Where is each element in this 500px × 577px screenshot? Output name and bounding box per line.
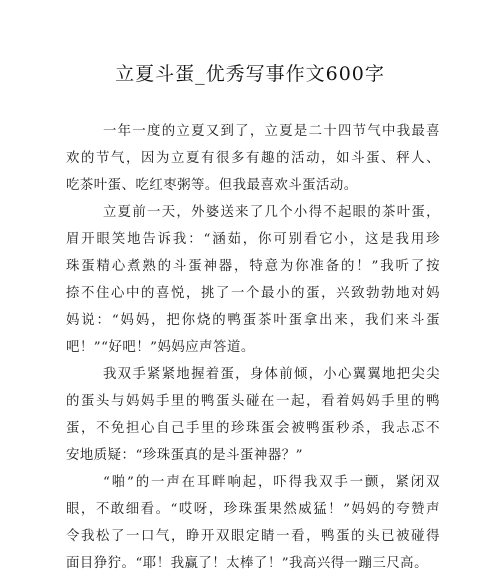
text-line: 捺不住心中的喜悦，挑了一个最小的蛋，兴致勃勃地对妈: [66, 286, 440, 301]
text-line: 的蛋头与妈妈手里的鸭蛋头碰在一起，看着妈妈手里的鸭: [66, 394, 440, 409]
text-line: “啪”的一声在耳畔响起，吓得我双手一颤，紧闭双: [103, 475, 440, 490]
text-line: 一年一度的立夏又到了，立夏是二十四节气中我最喜: [103, 124, 440, 139]
text-line: 眼，不敢细看。“哎呀，珍珠蛋果然威猛！”妈妈的夸赞声: [66, 502, 440, 517]
paragraph: [66, 118, 440, 199]
text-line: 我双手紧紧地握着蛋，身体前倾，小心翼翼地把尖尖: [103, 367, 440, 382]
text-line: 妈说：“妈妈，把你烧的鸭蛋茶叶蛋拿出来，我们来斗蛋: [66, 313, 440, 328]
text-line: 眉开眼笑地告诉我：“涵茹，你可别看它小，这是我用珍: [66, 232, 440, 247]
paragraph: [66, 199, 440, 361]
paragraph: [66, 361, 440, 469]
text-line: 吧！”“好吧！”妈妈应声答道。: [66, 340, 255, 355]
text-line: 面目狰狞。“耶！我赢了！太棒了！”我高兴得一蹦三尺高。: [66, 556, 428, 571]
article-body: [66, 118, 440, 577]
text-line: 吃茶叶蛋、吃红枣粥等。但我最喜欢斗蛋活动。: [66, 178, 358, 193]
paragraph: [66, 469, 440, 577]
text-line: 令我松了一口气，睁开双眼定睛一看，鸭蛋的头已被碰得: [66, 529, 440, 544]
text-line: 珠蛋精心煮熟的斗蛋神器，特意为你准备的！”我听了按: [66, 259, 440, 274]
document-title: 立夏斗蛋_优秀写事作文600字: [115, 63, 385, 85]
text-line: 欢的节气，因为立夏有很多有趣的活动，如斗蛋、秤人、: [66, 151, 440, 166]
text-line: 立夏前一天，外婆送来了几个小得不起眼的茶叶蛋，: [103, 205, 440, 220]
text-line: 蛋，不免担心自己手里的珍珠蛋会被鸭蛋秒杀，我忐忑不: [66, 421, 440, 436]
text-line: 安地质疑：“珍珠蛋真的是斗蛋神器？”: [66, 448, 303, 463]
